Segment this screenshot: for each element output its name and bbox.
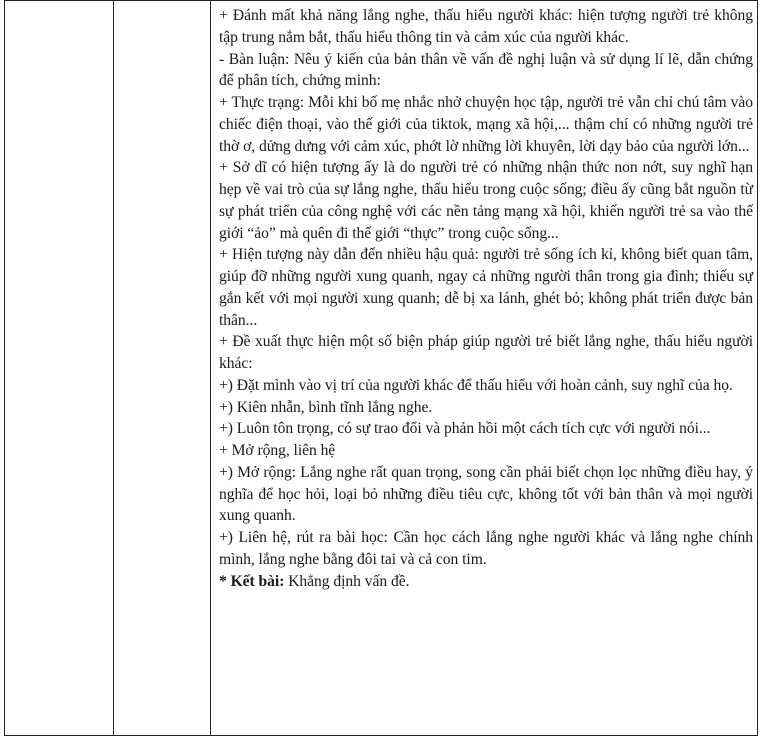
paragraph-solution-1: +) Đặt mình vào vị trí của người khác để thấu hiểu với hoàn cảnh, suy nghĩ của họ. xyxy=(219,376,733,394)
paragraph-consequences: + Hiện tượng này dẫn đến nhiều hậu quả: người trẻ sống ích kỉ, không biết quan tâm, giúp đỡ những người xung quanh, ngay cả những người thân trong gia đình; thiếu sự gắn kết với mọi người xung quanh; dễ bị xa lánh, ghét bỏ; không phát triển được bản thân... xyxy=(219,246,753,329)
column-1-cell xyxy=(5,1,114,736)
conclusion-label: * Kết bài: xyxy=(219,572,285,590)
paragraph-discussion: - Bàn luận: Nêu ý kiến của bản thân về vấn đề nghị luận và sử dụng lí lẽ, dẫn chứng để phân tích, chứng minh: xyxy=(219,50,753,90)
paragraph-causes: + Sở dĩ có hiện tượng ấy là do người trẻ có những nhận thức non nớt, suy nghĩ hạn hẹp về vai trò của sự lắng nghe, thấu hiểu trong cuộc sống; điều ấy cũng bắt nguồn từ sự phát triển của công nghệ với các nền tảng mạng xã hội, khiến người trẻ sa vào thế giới “ảo” mà quên đi thế giới “thực” trong cuộc sống... xyxy=(219,159,753,242)
paragraph-extension-detail: +) Mở rộng: Lắng nghe rất quan trọng, song cần phải biết chọn lọc những điều hay, ý nghĩa để học hỏi, loại bỏ những điều tiêu cực, không tốt với bản thân và mọi người xung quanh. xyxy=(219,463,753,525)
content-text xyxy=(219,5,753,592)
conclusion-text: Khẳng định vấn đề. xyxy=(284,572,410,590)
paragraph-solution-2: +) Kiên nhẫn, bình tĩnh lắng nghe. xyxy=(219,398,433,416)
paragraph-solutions: + Đề xuất thực hiện một số biện pháp giúp người trẻ biết lắng nghe, thấu hiểu người khác: xyxy=(219,333,753,372)
paragraph-lesson: +) Liên hệ, rút ra bài học: Cần học cách lắng nghe người khác và lắng nghe chính mình, lắng nghe bằng đôi tai và cả con tim. xyxy=(219,529,753,568)
answer-table xyxy=(4,0,758,736)
paragraph-extension: + Mở rộng, liên hệ xyxy=(219,442,336,459)
paragraph-lose-listening: + Đánh mất khả năng lắng nghe, thấu hiểu người khác: hiện tượng người trẻ không tập trung nắm bắt, thấu hiểu thông tin và cảm xúc của người khác. xyxy=(219,7,753,46)
paragraph-reality: + Thực trạng: Mỗi khi bố mẹ nhắc nhở chuyện học tập, người trẻ vẫn chỉ chú tâm vào chiếc điện thoại, vào thế giới của tiktok, mạng xã hội,... thậm chí có những người trẻ thờ ơ, dửng dưng với cảm xúc, phớt lờ những lời khuyên, lời dạy bảo của người lớn... xyxy=(219,94,753,155)
paragraph-conclusion xyxy=(219,571,753,593)
table-row xyxy=(5,1,758,736)
content-cell xyxy=(211,1,758,736)
paragraph-solution-3: +) Luôn tôn trọng, có sự trao đổi và phản hồi một cách tích cực với người nói... xyxy=(219,420,711,438)
column-2-cell xyxy=(114,1,211,736)
